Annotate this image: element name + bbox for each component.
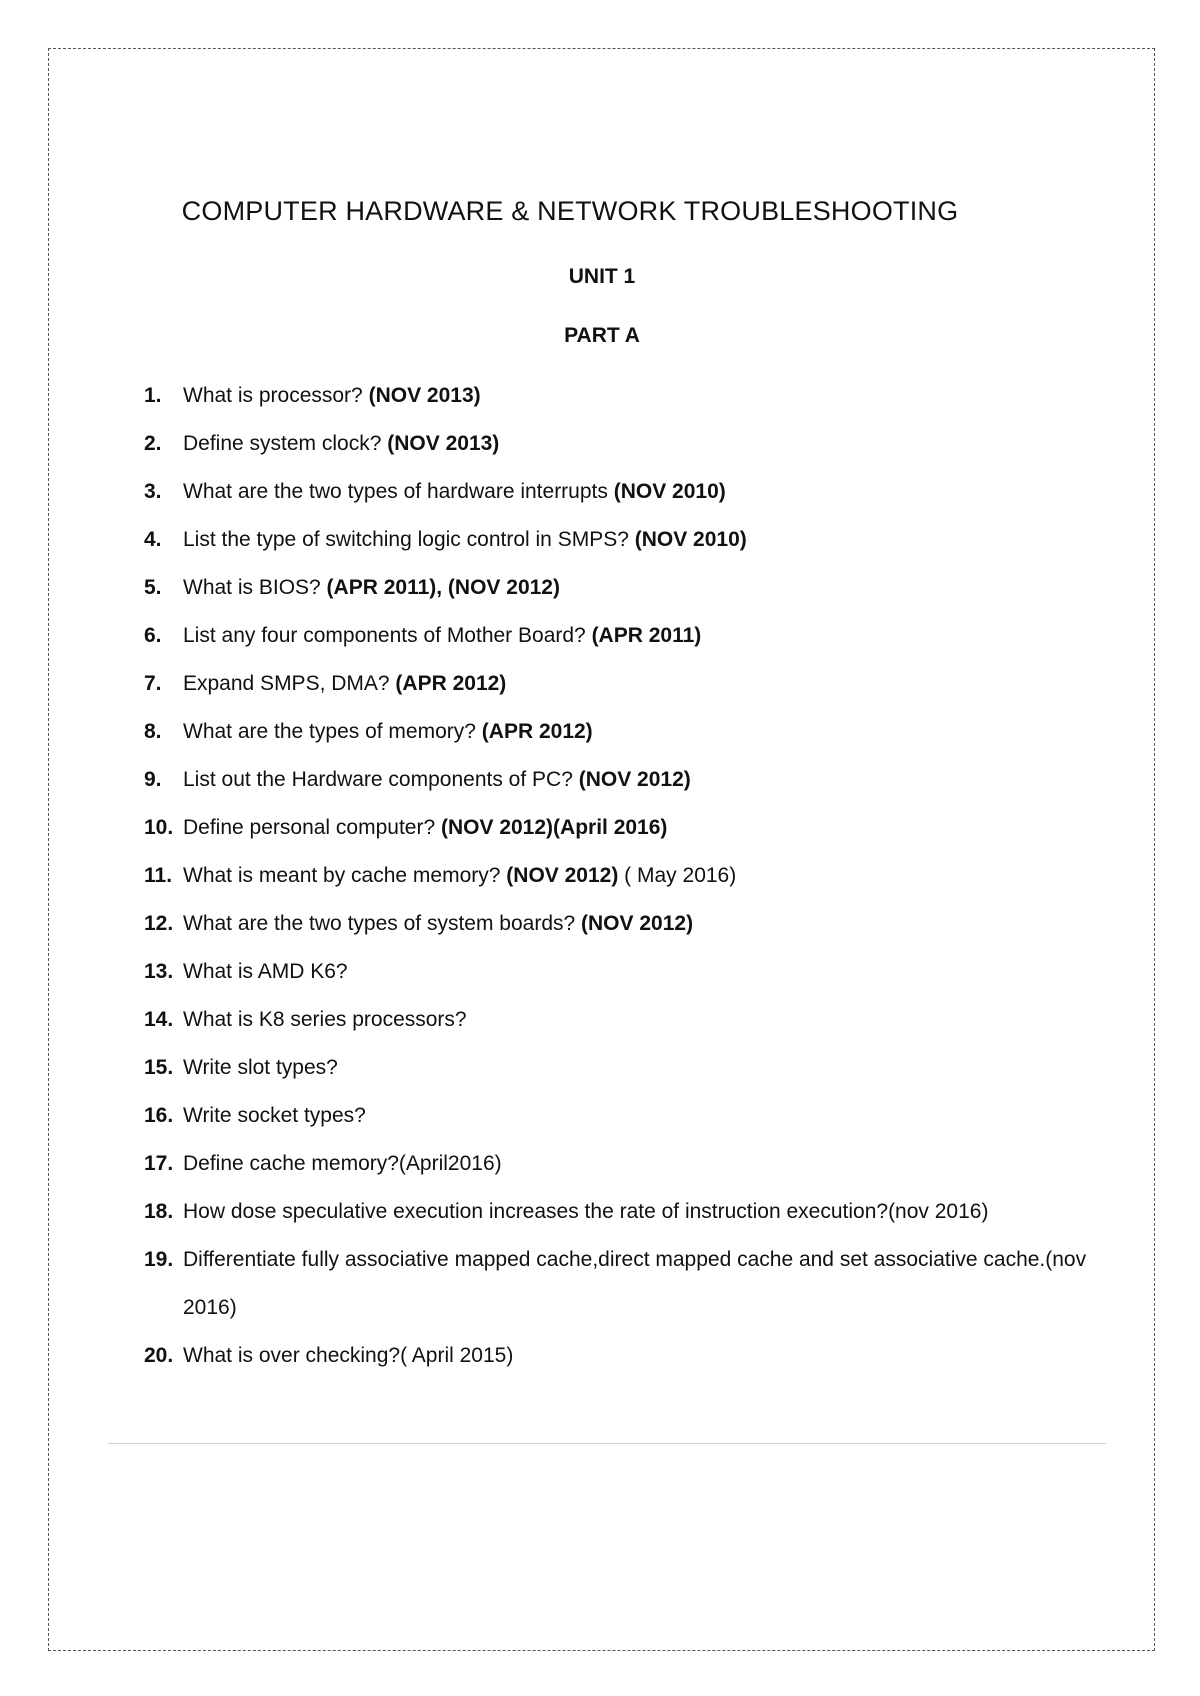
question-item	[144, 564, 1104, 612]
question-body	[183, 996, 1104, 1044]
question-text: What are the types of memory?	[183, 720, 482, 743]
question-text: What is over checking?( April 2015)	[183, 1344, 514, 1367]
question-item	[144, 1044, 1104, 1092]
question-exam-ref: (NOV 2012)	[581, 912, 694, 935]
question-item	[144, 420, 1104, 468]
question-body	[183, 900, 1104, 948]
part-heading: PART A	[564, 324, 640, 347]
question-text: Expand SMPS, DMA?	[183, 672, 396, 695]
question-text: List the type of switching logic control in SMPS?	[183, 528, 635, 551]
question-note: ( May 2016)	[618, 864, 737, 887]
question-number: 13.	[144, 960, 174, 983]
question-text: What is AMD K6?	[183, 960, 348, 983]
question-item	[144, 708, 1104, 756]
question-number: 8.	[144, 720, 162, 743]
question-item	[144, 948, 1104, 996]
question-item	[144, 612, 1104, 660]
question-item	[144, 660, 1104, 708]
question-item	[144, 372, 1104, 420]
question-text: What is processor?	[183, 384, 369, 407]
question-body	[183, 804, 1104, 852]
divider	[108, 1443, 1106, 1444]
question-text: Differentiate fully associative mapped cache,direct mapped cache and set associative cache.(nov 2016)	[183, 1248, 1087, 1319]
question-number: 10.	[144, 816, 174, 839]
question-number: 2.	[144, 432, 162, 455]
question-number: 7.	[144, 672, 162, 695]
question-item	[144, 516, 1104, 564]
question-number: 12.	[144, 912, 174, 935]
question-exam-ref: (NOV 2012)(April 2016)	[440, 816, 668, 839]
question-item	[144, 804, 1104, 852]
question-item	[144, 756, 1104, 804]
question-body	[183, 660, 1104, 708]
question-exam-ref: (NOV 2010)	[613, 480, 726, 503]
question-text: Define system clock?	[183, 432, 388, 455]
question-exam-ref: (APR 2012)	[395, 672, 507, 695]
question-text: How dose speculative execution increases the rate of instruction execution?(nov 2016)	[183, 1200, 989, 1223]
question-body	[183, 612, 1104, 660]
question-number: 15.	[144, 1056, 174, 1079]
question-number: 11.	[144, 864, 173, 887]
question-item	[144, 1092, 1104, 1140]
question-body	[183, 372, 1104, 420]
question-body	[183, 564, 1104, 612]
question-text: What is BIOS?	[183, 576, 327, 599]
question-item	[144, 900, 1104, 948]
question-item	[144, 1140, 1104, 1188]
question-item	[144, 468, 1104, 516]
question-number: 4.	[144, 528, 162, 551]
question-text: Define personal computer?	[183, 816, 441, 839]
question-exam-ref: (APR 2011)	[591, 624, 702, 647]
question-text: What are the two types of system boards?	[183, 912, 582, 935]
question-text: Write slot types?	[183, 1056, 338, 1079]
document-title: COMPUTER HARDWARE & NETWORK TROUBLESHOOTING	[181, 196, 959, 226]
question-body	[183, 1332, 1104, 1380]
question-exam-ref: (NOV 2010)	[634, 528, 747, 551]
question-exam-ref: (NOV 2012)	[506, 864, 619, 887]
question-body	[183, 516, 1104, 564]
question-number: 1.	[144, 384, 162, 407]
question-number: 19.	[144, 1248, 174, 1271]
question-body	[183, 420, 1104, 468]
question-text: Define cache memory?(April2016)	[183, 1152, 502, 1175]
question-text: What is K8 series processors?	[183, 1008, 467, 1031]
question-item	[144, 996, 1104, 1044]
question-item	[144, 852, 1104, 900]
question-text: Write socket types?	[183, 1104, 366, 1127]
question-list	[144, 372, 1104, 1380]
question-number: 18.	[144, 1200, 174, 1223]
question-number: 14.	[144, 1008, 174, 1031]
question-number: 17.	[144, 1152, 174, 1175]
question-number: 20.	[144, 1344, 174, 1367]
question-body	[183, 1236, 1104, 1332]
question-item	[144, 1188, 1104, 1236]
question-body	[183, 756, 1104, 804]
question-exam-ref: (APR 2011), (NOV 2012)	[326, 576, 560, 599]
question-exam-ref: (NOV 2013)	[387, 432, 500, 455]
question-text: What are the two types of hardware interrupts	[183, 480, 614, 503]
question-body	[183, 1188, 1104, 1236]
question-number: 5.	[144, 576, 162, 599]
question-number: 6.	[144, 624, 162, 647]
unit-heading: UNIT 1	[568, 265, 636, 288]
question-body	[183, 852, 1104, 900]
question-exam-ref: (APR 2012)	[481, 720, 593, 743]
question-exam-ref: (NOV 2012)	[578, 768, 691, 791]
question-text: List out the Hardware components of PC?	[183, 768, 579, 791]
question-item	[144, 1236, 1104, 1332]
question-number: 3.	[144, 480, 162, 503]
question-body	[183, 1044, 1104, 1092]
question-number: 9.	[144, 768, 162, 791]
question-item	[144, 1332, 1104, 1380]
question-exam-ref: (NOV 2013)	[368, 384, 481, 407]
question-body	[183, 468, 1104, 516]
question-text: What is meant by cache memory?	[183, 864, 507, 887]
question-body	[183, 948, 1104, 996]
question-body	[183, 1140, 1104, 1188]
question-body	[183, 708, 1104, 756]
question-number: 16.	[144, 1104, 174, 1127]
question-text: List any four components of Mother Board?	[183, 624, 592, 647]
question-body	[183, 1092, 1104, 1140]
